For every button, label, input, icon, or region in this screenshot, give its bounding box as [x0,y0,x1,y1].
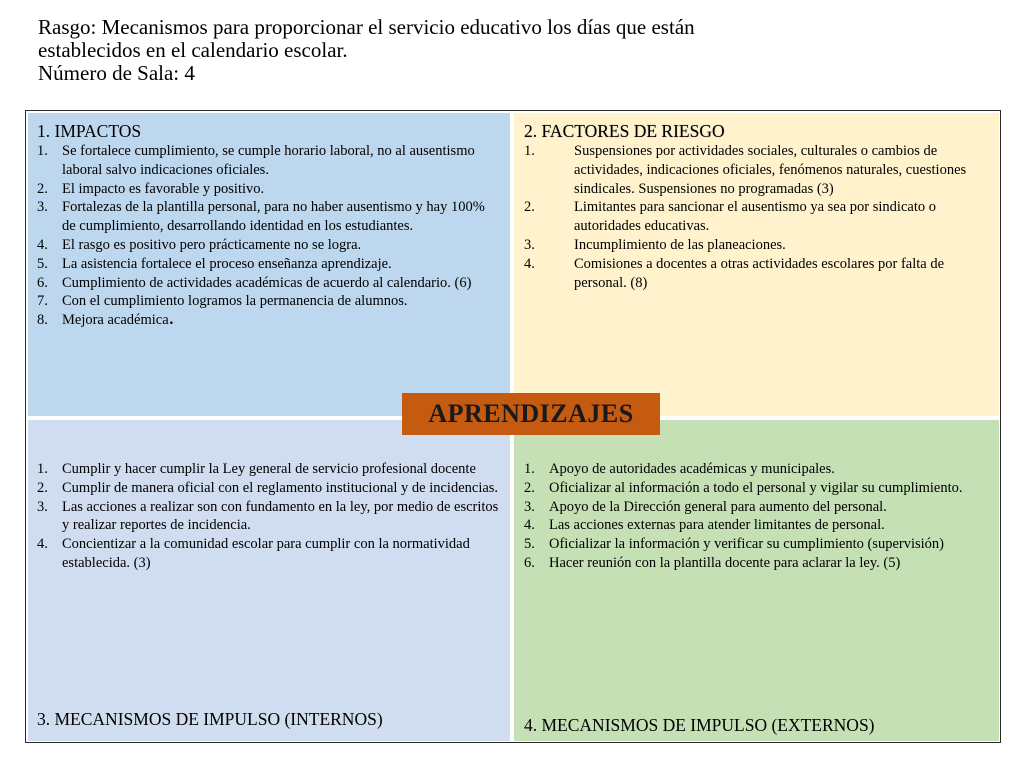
list-item-text: Hacer reunión con la plantilla docente para aclarar la ley. (5) [549,554,901,571]
list-item [524,142,986,198]
list-item-text: Cumplimiento de actividades académicas de acuerdo al calendario. (6) [62,274,472,291]
list-item-text: La asistencia fortalece el proceso enseñanza aprendizaje. [62,255,392,272]
list-item-text: Incumplimiento de las planeaciones. [574,236,786,253]
list-item-text: Mejora académica [62,312,169,329]
list-item-number: 8. [37,312,48,329]
quadrant-title: 3. MECANISMOS DE IMPULSO (INTERNOS) [37,709,383,729]
internos-list [37,460,499,573]
header-line-3: Número de Sala: 4 [38,61,195,85]
list-item [37,304,497,330]
list-item [524,554,986,573]
list-item [37,255,497,274]
impactos-list [37,142,497,330]
list-item [37,460,499,479]
list-item [524,516,986,535]
list-item [37,535,499,573]
quadrant-mecanismos-externos [514,420,999,741]
list-item [37,498,499,536]
list-item-number: 4. [524,517,535,534]
list-item-number: 2. [37,479,48,496]
list-item [37,180,497,199]
list-item [524,498,986,517]
list-item-text: El impacto es favorable y positivo. [62,180,265,197]
header-line-1: Rasgo: Mecanismos para proporcionar el servicio educativo los días que están [38,15,695,39]
list-item-number: 4. [524,255,535,272]
list-item-number: 1. [524,143,535,159]
list-item-number: 3. [524,236,535,253]
list-item-text: Apoyo de autoridades académicas y municipales. [549,461,835,477]
quadrant-title: 2. FACTORES DE RIESGO [524,121,725,141]
list-item [524,198,986,236]
quadrant-mecanismos-internos [28,420,510,741]
slide-header [38,16,998,85]
list-item [524,460,986,479]
list-item [37,292,497,311]
quadrant-title: 4. MECANISMOS DE IMPULSO (EXTERNOS) [524,715,875,735]
list-item-number: 4. [37,236,48,253]
list-item-text: Oficializar la información y verificar su cumplimiento (supervisión) [549,536,944,553]
externos-list [524,460,986,573]
list-item-text: Oficializar al información a todo el personal y vigilar su cumplimiento. [549,479,963,496]
list-item-text: Se fortalece cumplimiento, se cumple horario laboral, no al ausentismo laboral salvo indicaciones oficiales. [62,143,475,178]
list-item-number: 6. [524,554,535,571]
list-item [524,479,986,498]
list-item-number: 3. [37,199,48,216]
list-item-number: 7. [37,293,48,310]
list-item [524,535,986,554]
list-item-number: 4. [37,536,48,553]
list-item [37,236,497,255]
list-item [37,479,499,498]
list-item-text: Las acciones externas para atender limitantes de personal. [549,517,885,534]
header-line-2: establecidos en el calendario escolar. [38,38,348,62]
list-item-text: Fortalezas de la plantilla personal, para no haber ausentismo y hay 100% de cumplimiento, desarrollando identidad en los estudiantes. [62,199,485,235]
list-item-text: Cumplir de manera oficial con el reglamento institucional y de incidencias. [62,479,499,496]
list-item-text: Cumplir y hacer cumplir la Ley general de servicio profesional docente [62,461,476,477]
list-item-number: 2. [524,199,535,216]
list-item-number: 5. [524,536,535,553]
list-item-text: Con el cumplimiento logramos la permanencia de alumnos. [62,293,408,310]
list-item-number: 3. [37,498,48,515]
list-item-number: 5. [37,255,48,272]
list-item-number: 1. [524,461,535,477]
list-item [37,274,497,293]
list-item-number: 3. [524,498,535,515]
list-item [524,255,986,293]
list-item [524,236,986,255]
list-item-text: Apoyo de la Dirección general para aumento del personal. [549,498,887,515]
list-item-number: 1. [37,461,48,477]
list-item-number: 2. [37,180,48,197]
quadrant-impactos [28,113,510,416]
aprendizajes-badge: APRENDIZAJES [402,393,660,435]
list-item-number: 1. [37,143,48,159]
list-item-text: Las acciones a realizar son con fundamento en la ley, por medio de escritos y realizar reportes de incidencia. [62,498,499,534]
list-item-text: El rasgo es positivo pero prácticamente no se logra. [62,236,362,253]
list-item-trailing-dot: . [168,304,175,330]
list-item-text: Concientizar a la comunidad escolar para cumplir con la normatividad establecida. (3) [62,536,470,571]
list-item [37,142,497,180]
quadrant-factores-riesgo [514,113,999,416]
list-item-text: Suspensiones por actividades sociales, culturales o cambios de actividades, indicaciones oficiales, fenómenos naturales, cuestiones sindicales. Suspensiones no programadas (3) [574,143,967,197]
riesgo-list [524,142,986,292]
quadrant-title: 1. IMPACTOS [37,121,142,141]
list-item [37,198,497,236]
list-item-text: Comisiones a docentes a otras actividades escolares por falta de personal. (8) [574,255,945,291]
list-item-number: 6. [37,274,48,291]
list-item-text: Limitantes para sancionar el ausentismo ya sea por sindicato o autoridades educativas. [574,199,936,235]
list-item-number: 2. [524,479,535,496]
